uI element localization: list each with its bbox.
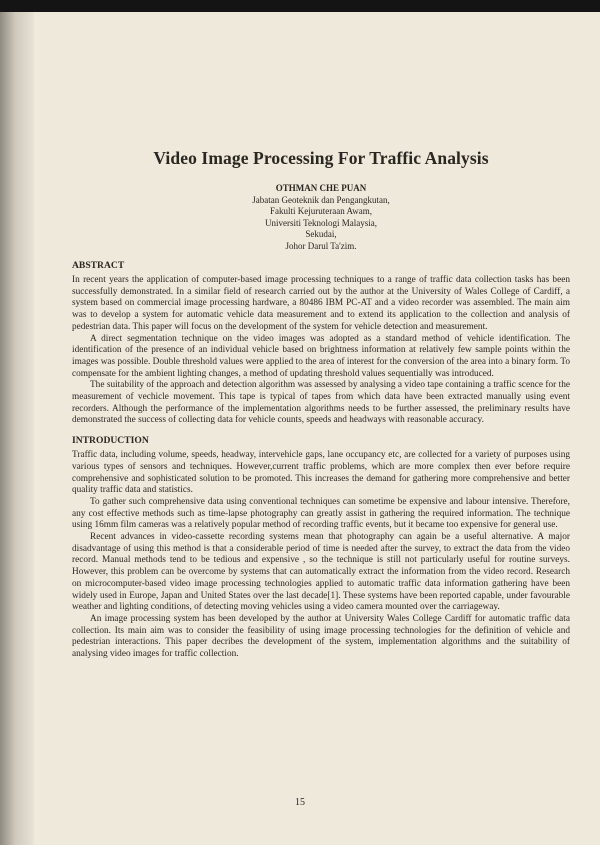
abstract-heading: ABSTRACT	[72, 260, 125, 271]
abstract-paragraph: In recent years the application of computer-based image processing techniques to a range of traffic data collection tasks has been successfully demonstrated. In a similar field of research carried out by the author at the University of Wales College of Cardiff, a system based on commercial image processing hardware, a 80486 IBM PC-AT and a video recorder was assembled. The main aim was to develop a system for automatic vehicle data measurement and to extend its application to the collection and analysis of pedestrian data. This paper will focus on the development of the system for vehicle detection and measurement.	[72, 275, 570, 332]
page-number: 15	[295, 797, 305, 808]
paper-content	[72, 148, 570, 661]
abstract-paragraph: The suitability of the approach and detection algorithm was assessed by analysing a video tape containing a traffic scence for the measurement of vechicle movement. This tape is typical of tapes from which data have been extracted manually using event recorders. Although the performance of the implementation algorithms needs to be further assessed, the preliminary results have demonstrated the success of collecting data for vehicle counts, speeds and headways with reasonable accuracy.	[72, 380, 570, 426]
book-spine-shadow	[0, 12, 34, 845]
author-block	[72, 183, 570, 252]
affiliation-line: Jabatan Geoteknik dan Pengangkutan,	[252, 194, 390, 205]
scan-top-border	[0, 0, 600, 12]
affiliation-line: Sekudai,	[305, 229, 337, 239]
introduction-heading: INTRODUCTION	[72, 435, 149, 447]
introduction-paragraph: Recent advances in video-cassette recording systems mean that photography can again be a useful alternative. A major disadvantage of using this method is that a considerable period of time is needed after the survey, to extract the data from the video record. Manual methods tend to be tedious and expensive , so the technique is still not particularly useful for routine surveys. However, this problem can be overcome by systems that can automatically extract the information from the video record. Research on microcomputer-based video image processing technologies applied to automatic traffic data information gathering have been widely used in Europe, Japan and United States over the last decade[1]. These systems have been reported capable, under favourable weather and lighting conditions, of detecting moving vehicles using a video camera mounted over the carriageway.	[72, 532, 570, 613]
introduction-paragraph: To gather such comprehensive data using conventional techniques can sometime be expensive and labour intensive. Therefore, any cost effective methods such as time-lapse photography can greatly assist in gathering the required information. The technique using 16mm film cameras was a relatively popular method of recording traffic events, but it became too expensive for general use.	[72, 496, 570, 531]
author-name: OTHMAN CHE PUAN	[275, 183, 367, 193]
abstract-paragraph: A direct segmentation technique on the video images was adopted as a standard method of vehicle identification. The identification of the presence of an individual vehicle based on brightness information at relatively few sample points within the images was possible. Double threshold values were applied to the area of interest for the conversion of the area into a binary form. To compensate for the ambient lighting changes, a method of updating threshold values sequentially was introduced.	[72, 333, 570, 379]
affiliation-line: Universiti Teknologi Malaysia,	[265, 217, 377, 228]
introduction-paragraph: An image processing system has been developed by the author at University Wales College Cardiff for automatic traffic data collection. Its main aim was to consider the feasibility of using image processing technologies for the definition of vehicle and pedestrian interactions. This paper decribes the development of the system, implementation algorithms and the suitability of analysing video images for traffic collection.	[72, 613, 570, 660]
affiliation-line: Johor Darul Ta'zim.	[285, 240, 357, 251]
introduction-paragraph: Traffic data, including volume, speeds, headway, intervehicle gaps, lane occupancy etc, are collected for a variety of purposes using various types of sensors and techniques. However,current traffic problems, which are more complex then ever before require comprehensive and sophisticated solution to be promoted. This increases the demand for gathering more comprehensive and better quality traffic data and statistics.	[72, 450, 570, 496]
paper-title: Video Image Processing For Traffic Analysis	[153, 148, 489, 168]
affiliation-line: Fakulti Kejuruteraan Awam,	[270, 206, 372, 216]
